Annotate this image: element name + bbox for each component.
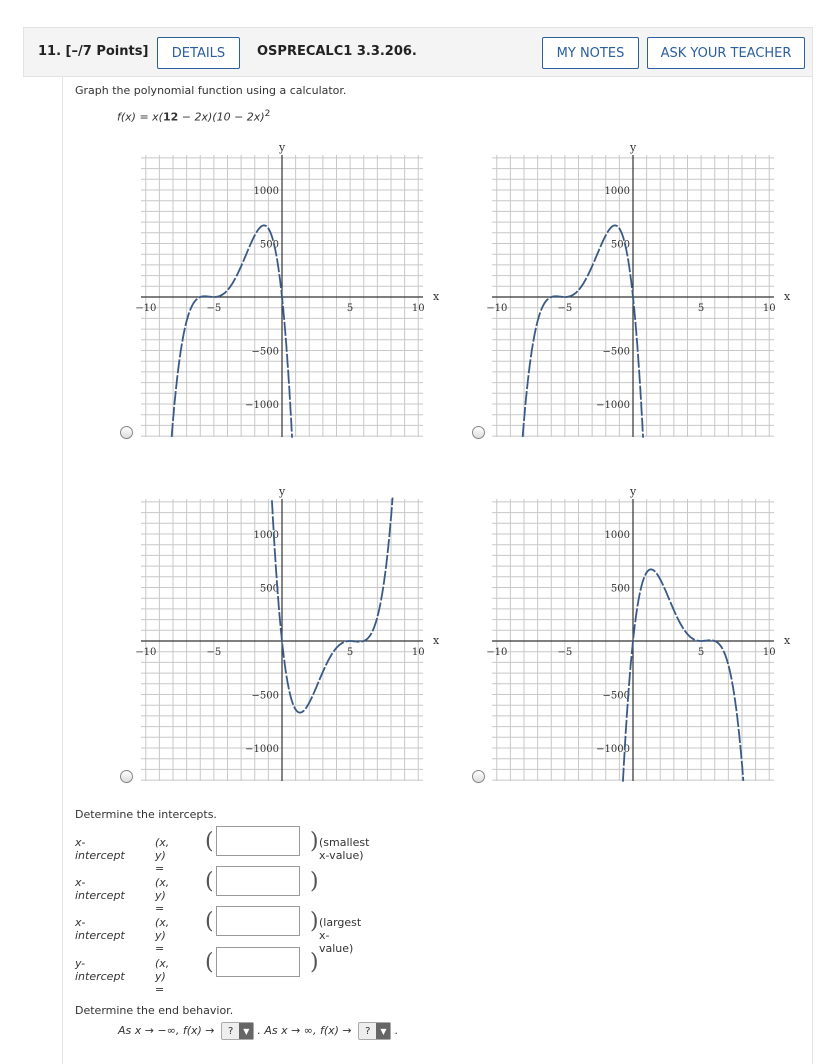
intercepts-heading: Determine the intercepts. bbox=[75, 808, 217, 821]
y-tick-label: 500 bbox=[259, 583, 279, 595]
y-tick-label: 1000 bbox=[253, 186, 279, 197]
y-tick-label: −500 bbox=[251, 690, 279, 702]
intercept-label: x-intercept bbox=[75, 876, 125, 902]
graph-option-c bbox=[135, 485, 440, 781]
function-curve bbox=[623, 569, 743, 781]
xy-label: (x, y) = bbox=[155, 957, 170, 996]
select-value: ? bbox=[365, 1025, 371, 1037]
y-axis-label: y bbox=[630, 141, 637, 154]
function-exponent: 2 bbox=[264, 109, 271, 119]
y-tick-label: −1000 bbox=[596, 400, 630, 411]
open-paren: ( bbox=[205, 950, 214, 975]
graph-option-d bbox=[486, 485, 791, 782]
function-bold-term: 12 bbox=[162, 110, 179, 124]
x-tick-label: −5 bbox=[206, 647, 222, 658]
xy-label: (x, y) = bbox=[155, 876, 170, 915]
end-behavior-right-select[interactable] bbox=[358, 1022, 391, 1040]
x-intercept-smallest-input[interactable] bbox=[216, 826, 300, 856]
function-mid: − 2x)(10 − 2x) bbox=[178, 110, 265, 124]
y-axis-label: y bbox=[630, 485, 637, 498]
question-number: 11. [–/7 Points] bbox=[38, 44, 149, 59]
option-d-radio[interactable] bbox=[472, 770, 485, 783]
x-tick-label: 5 bbox=[697, 303, 705, 314]
y-tick-label: 500 bbox=[610, 239, 630, 251]
y-tick-label: 500 bbox=[610, 583, 630, 595]
dropdown-arrow-icon: ▼ bbox=[239, 1023, 253, 1039]
open-paren: ( bbox=[205, 909, 214, 934]
xy-label: (x, y) = bbox=[155, 916, 170, 955]
x-tick-label: 5 bbox=[346, 647, 354, 658]
my-notes-button[interactable]: MY NOTES bbox=[542, 37, 639, 69]
y-tick-label: −500 bbox=[602, 690, 630, 702]
end-behavior-part3: . bbox=[394, 1024, 398, 1037]
select-value: ? bbox=[228, 1025, 234, 1037]
x-tick-label: −5 bbox=[557, 647, 573, 658]
x-tick-label: 10 bbox=[762, 647, 776, 658]
xy-label: (x, y) = bbox=[155, 836, 170, 875]
x-tick-label: −10 bbox=[486, 303, 508, 314]
y-axis-label: y bbox=[279, 141, 286, 154]
y-tick-label: −1000 bbox=[245, 744, 279, 755]
close-paren: ) bbox=[310, 909, 319, 934]
graph-option-a bbox=[135, 141, 440, 438]
end-behavior-line bbox=[118, 1022, 398, 1040]
x-tick-label: −5 bbox=[557, 303, 573, 314]
close-paren: ) bbox=[310, 869, 319, 894]
intercept-note: (smallest x-value) bbox=[319, 836, 370, 862]
option-b-radio[interactable] bbox=[472, 426, 485, 439]
graph-option-b bbox=[486, 141, 791, 438]
x-tick-label: 5 bbox=[346, 303, 354, 314]
y-tick-label: 500 bbox=[259, 239, 279, 251]
end-behavior-part1: As x → −∞, f(x) → bbox=[118, 1024, 215, 1037]
x-axis-label: x bbox=[433, 290, 440, 303]
end-behavior-part2: . As x → ∞, f(x) → bbox=[257, 1024, 352, 1037]
x-axis-label: x bbox=[784, 290, 791, 303]
dropdown-arrow-icon: ▼ bbox=[376, 1023, 390, 1039]
x-tick-label: 10 bbox=[762, 303, 776, 314]
open-paren: ( bbox=[205, 829, 214, 854]
y-tick-label: 1000 bbox=[253, 530, 279, 541]
x-axis-label: x bbox=[784, 634, 791, 647]
y-tick-label: 1000 bbox=[604, 530, 630, 541]
end-behavior-heading: Determine the end behavior. bbox=[75, 1004, 234, 1017]
y-tick-label: −1000 bbox=[596, 744, 630, 755]
open-paren: ( bbox=[205, 869, 214, 894]
x-tick-label: −10 bbox=[486, 647, 508, 658]
x-axis-label: x bbox=[433, 634, 440, 647]
ask-your-teacher-button[interactable]: ASK YOUR TEACHER bbox=[647, 37, 805, 69]
x-tick-label: −5 bbox=[206, 303, 222, 314]
x-tick-label: −10 bbox=[135, 303, 157, 314]
x-intercept-largest-input[interactable] bbox=[216, 906, 300, 936]
close-paren: ) bbox=[310, 829, 319, 854]
y-tick-label: 1000 bbox=[604, 186, 630, 197]
instruction-text: Graph the polynomial function using a calculator. bbox=[75, 84, 347, 97]
x-tick-label: −10 bbox=[135, 647, 157, 658]
y-axis-label: y bbox=[279, 485, 286, 498]
option-a-radio[interactable] bbox=[120, 426, 133, 439]
x-intercept-middle-input[interactable] bbox=[216, 866, 300, 896]
question-id: OSPRECALC1 3.3.206. bbox=[257, 44, 417, 59]
x-tick-label: 10 bbox=[411, 647, 425, 658]
intercept-label: y-intercept bbox=[75, 957, 125, 983]
x-tick-label: 5 bbox=[697, 647, 705, 658]
option-c-radio[interactable] bbox=[120, 770, 133, 783]
y-tick-label: −500 bbox=[602, 346, 630, 358]
function-curve bbox=[272, 498, 393, 713]
y-intercept-input[interactable] bbox=[216, 947, 300, 977]
intercept-note: (largest x-value) bbox=[319, 916, 362, 955]
details-button[interactable]: DETAILS bbox=[157, 37, 240, 69]
y-tick-label: −1000 bbox=[245, 400, 279, 411]
intercept-label: x-intercept bbox=[75, 836, 125, 862]
close-paren: ) bbox=[310, 950, 319, 975]
intercept-label: x-intercept bbox=[75, 916, 125, 942]
function-lhs: f(x) = x( bbox=[117, 110, 163, 124]
x-tick-label: 10 bbox=[411, 303, 425, 314]
end-behavior-left-select[interactable] bbox=[221, 1022, 254, 1040]
y-tick-label: −500 bbox=[251, 346, 279, 358]
